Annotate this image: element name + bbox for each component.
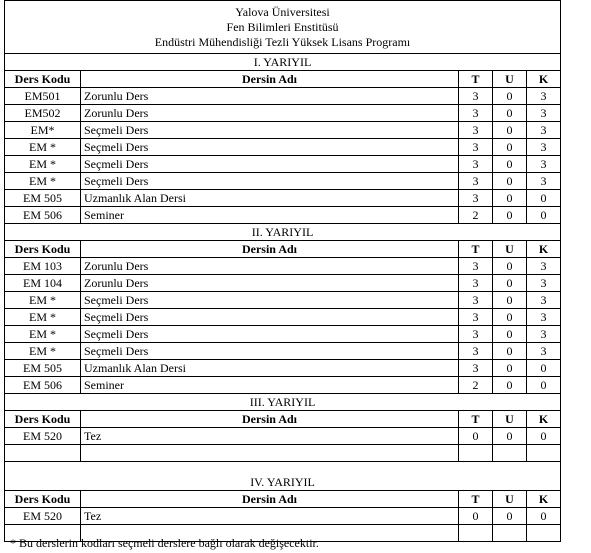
table-row — [5, 292, 561, 309]
course-k: 0 — [527, 190, 561, 207]
course-code: EM 520 — [5, 508, 81, 525]
col-header-t: T — [459, 71, 493, 88]
course-name: Seçmeli Ders — [81, 139, 459, 156]
col-header-code: Ders Kodu — [5, 411, 81, 428]
col-header-u: U — [493, 71, 527, 88]
col-header-u: U — [493, 411, 527, 428]
empty-cell — [527, 525, 561, 542]
semester-row — [5, 54, 561, 71]
course-code: EM502 — [5, 105, 81, 122]
course-name: Zorunlu Ders — [81, 275, 459, 292]
course-t: 3 — [459, 88, 493, 105]
course-name: Zorunlu Ders — [81, 105, 459, 122]
course-code: EM 505 — [5, 360, 81, 377]
course-name: Seçmeli Ders — [81, 173, 459, 190]
course-t: 3 — [459, 105, 493, 122]
course-name: Uzmanlık Alan Dersi — [81, 360, 459, 377]
table-row — [5, 156, 561, 173]
col-header-k: K — [527, 491, 561, 508]
empty-cell — [493, 525, 527, 542]
column-header-row — [5, 71, 561, 88]
col-header-t: T — [459, 241, 493, 258]
course-name: Seminer — [81, 207, 459, 224]
course-k: 3 — [527, 292, 561, 309]
semester-title: II. YARIYIL — [5, 224, 561, 241]
course-name: Seçmeli Ders — [81, 343, 459, 360]
course-u: 0 — [493, 190, 527, 207]
course-u: 0 — [493, 326, 527, 343]
table-row — [5, 105, 561, 122]
col-header-name: Dersin Adı — [81, 71, 459, 88]
course-name: Seçmeli Ders — [81, 122, 459, 139]
course-code: EM 505 — [5, 190, 81, 207]
course-code: EM * — [5, 309, 81, 326]
course-name: Seminer — [81, 377, 459, 394]
table-row — [5, 309, 561, 326]
course-u: 0 — [493, 139, 527, 156]
course-k: 3 — [527, 309, 561, 326]
course-name: Uzmanlık Alan Dersi — [81, 190, 459, 207]
course-code: EM * — [5, 292, 81, 309]
course-k: 3 — [527, 343, 561, 360]
semester-title: I. YARIYIL — [5, 54, 561, 71]
course-code: EM501 — [5, 88, 81, 105]
course-t: 0 — [459, 508, 493, 525]
course-t: 3 — [459, 309, 493, 326]
course-code: EM 506 — [5, 207, 81, 224]
table-row — [5, 207, 561, 224]
institute-name: Fen Bilimleri Enstitüsü — [226, 20, 339, 34]
table-row — [5, 88, 561, 105]
empty-cell — [459, 445, 493, 462]
course-k: 3 — [527, 275, 561, 292]
course-k: 3 — [527, 122, 561, 139]
course-t: 0 — [459, 428, 493, 445]
course-u: 0 — [493, 173, 527, 190]
table-row — [5, 139, 561, 156]
table-row — [5, 275, 561, 292]
curriculum-body — [5, 1, 561, 542]
empty-cell — [5, 445, 81, 462]
course-name: Seçmeli Ders — [81, 292, 459, 309]
table-row — [5, 258, 561, 275]
col-header-u: U — [493, 491, 527, 508]
table-row — [5, 508, 561, 525]
col-header-t: T — [459, 491, 493, 508]
curriculum-table — [4, 0, 561, 542]
empty-row — [5, 445, 561, 462]
course-k: 3 — [527, 105, 561, 122]
course-code: EM 104 — [5, 275, 81, 292]
col-header-k: K — [527, 411, 561, 428]
empty-cell — [81, 445, 459, 462]
program-name: Endüstri Mühendisliği Tezli Yüksek Lisans Programı — [154, 35, 411, 49]
university-name: Yalova Üniversitesi — [235, 5, 330, 19]
course-code: EM 520 — [5, 428, 81, 445]
course-k: 0 — [527, 360, 561, 377]
course-k: 3 — [527, 258, 561, 275]
course-k: 0 — [527, 377, 561, 394]
title-row — [5, 1, 561, 54]
course-u: 0 — [493, 258, 527, 275]
course-name: Seçmeli Ders — [81, 156, 459, 173]
course-code: EM* — [5, 122, 81, 139]
course-name: Tez — [81, 428, 459, 445]
col-header-name: Dersin Adı — [81, 241, 459, 258]
course-u: 0 — [493, 275, 527, 292]
course-t: 3 — [459, 190, 493, 207]
course-t: 3 — [459, 122, 493, 139]
course-t: 3 — [459, 156, 493, 173]
curriculum-sheet — [4, 0, 560, 550]
table-row — [5, 326, 561, 343]
course-t: 3 — [459, 258, 493, 275]
course-u: 0 — [493, 343, 527, 360]
empty-cell — [527, 445, 561, 462]
course-code: EM 506 — [5, 377, 81, 394]
course-u: 0 — [493, 122, 527, 139]
col-header-t: T — [459, 411, 493, 428]
col-header-code: Ders Kodu — [5, 71, 81, 88]
course-u: 0 — [493, 377, 527, 394]
empty-cell — [459, 525, 493, 542]
course-name: Tez — [81, 508, 459, 525]
course-k: 3 — [527, 173, 561, 190]
course-u: 0 — [493, 88, 527, 105]
course-code: EM * — [5, 343, 81, 360]
table-row — [5, 122, 561, 139]
semester-title: III. YARIYIL — [5, 394, 561, 411]
course-code: EM * — [5, 173, 81, 190]
course-t: 3 — [459, 275, 493, 292]
column-header-row — [5, 241, 561, 258]
course-t: 2 — [459, 377, 493, 394]
column-header-row — [5, 411, 561, 428]
semester-row — [5, 462, 561, 491]
course-code: EM 103 — [5, 258, 81, 275]
empty-cell — [493, 445, 527, 462]
col-header-code: Ders Kodu — [5, 241, 81, 258]
course-t: 3 — [459, 292, 493, 309]
course-k: 3 — [527, 88, 561, 105]
course-t: 3 — [459, 360, 493, 377]
col-header-k: K — [527, 241, 561, 258]
course-u: 0 — [493, 207, 527, 224]
footnote: * Bu derslerin kodları seçmeli derslere bağlı olarak değişecektir. — [10, 536, 319, 550]
course-name: Zorunlu Ders — [81, 258, 459, 275]
table-row — [5, 377, 561, 394]
course-u: 0 — [493, 105, 527, 122]
table-row — [5, 343, 561, 360]
course-t: 3 — [459, 139, 493, 156]
course-k: 3 — [527, 156, 561, 173]
program-title-cell — [5, 1, 561, 54]
course-t: 3 — [459, 343, 493, 360]
course-k: 0 — [527, 508, 561, 525]
col-header-u: U — [493, 241, 527, 258]
table-row — [5, 173, 561, 190]
course-name: Seçmeli Ders — [81, 309, 459, 326]
semester-row — [5, 224, 561, 241]
course-u: 0 — [493, 156, 527, 173]
col-header-k: K — [527, 71, 561, 88]
course-name: Zorunlu Ders — [81, 88, 459, 105]
course-code: EM * — [5, 156, 81, 173]
table-row — [5, 190, 561, 207]
col-header-code: Ders Kodu — [5, 491, 81, 508]
course-u: 0 — [493, 292, 527, 309]
course-name: Seçmeli Ders — [81, 326, 459, 343]
course-k: 3 — [527, 139, 561, 156]
course-k: 3 — [527, 326, 561, 343]
course-code: EM * — [5, 139, 81, 156]
column-header-row — [5, 491, 561, 508]
course-u: 0 — [493, 508, 527, 525]
col-header-name: Dersin Adı — [81, 491, 459, 508]
course-u: 0 — [493, 309, 527, 326]
semester-title: IV. YARIYIL — [5, 462, 561, 491]
course-u: 0 — [493, 428, 527, 445]
course-u: 0 — [493, 360, 527, 377]
course-t: 3 — [459, 326, 493, 343]
course-k: 0 — [527, 207, 561, 224]
course-t: 2 — [459, 207, 493, 224]
semester-row — [5, 394, 561, 411]
course-code: EM * — [5, 326, 81, 343]
course-t: 3 — [459, 173, 493, 190]
table-row — [5, 428, 561, 445]
col-header-name: Dersin Adı — [81, 411, 459, 428]
table-row — [5, 360, 561, 377]
course-k: 0 — [527, 428, 561, 445]
